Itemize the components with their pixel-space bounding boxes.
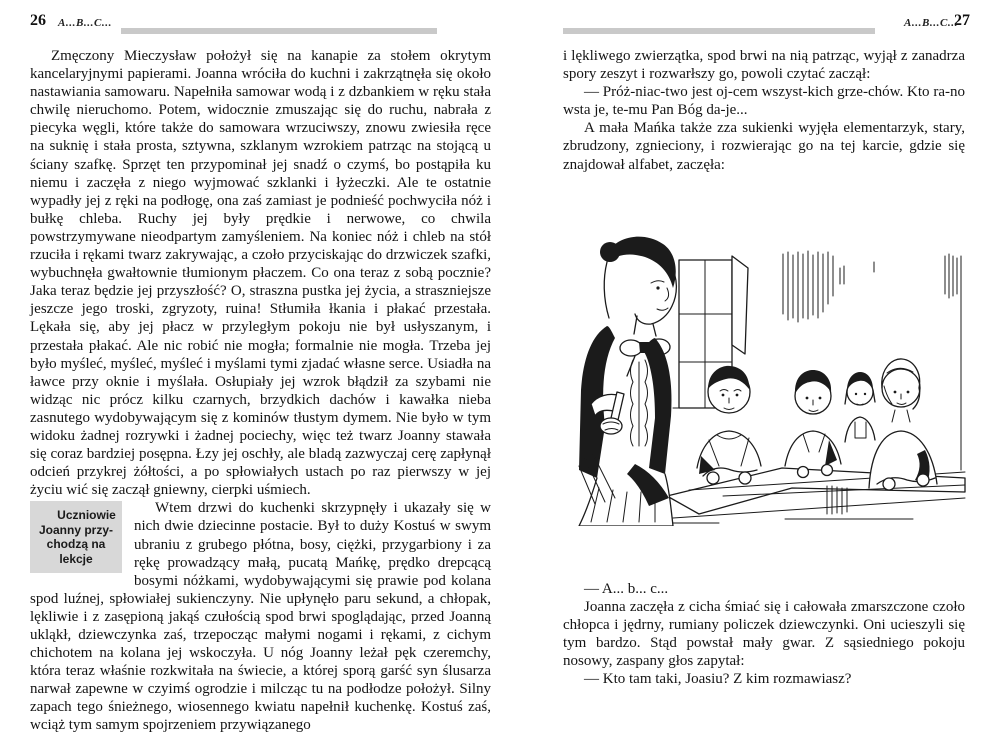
paragraph-children-arrive [30,499,491,734]
left-header-rule [121,28,437,34]
paragraph-joanna-laughs [563,598,965,670]
right-page-number: 27 [954,12,970,29]
dialogue-kostus-reading [563,83,965,119]
right-running-title: A...B...C... [904,17,958,29]
dialogue-question [563,670,965,688]
right-header-rule [563,28,875,34]
margin-note: Uczniowie Joanny przy- chodzą na lekcje [30,501,122,573]
dialogue-abc [563,580,965,598]
illustration-svg [577,226,969,526]
classroom-illustration [577,226,969,526]
right-page-bottom-text [563,580,965,689]
paragraph-text: Joanna zaczęła z cicha śmiać się i całowała zmarszczone czoło chłopca i jędrny, rumiany policzek dziewczynki. Oni ucieszyli się tym bardzo. Stąd powstał mały gwar. Z sąsiedniego pokoju nosowy, zaspany głos zapytał: [563,599,965,670]
paragraph-text: Zmęczony Mieczysław położył się na kanapie za stołem okrytym kancelaryjnymi papierami. Joanna wróciła do kuchni i zakrzątnęła się około nastawiania samowaru. Napełniła samowar wodą i z dzbankiem w ręku stała chwilę nieruchomo. Potem, widocznie zmuszając się do ruchu, nabrała z piecyka węgli, które także do samowara wrzuciwszy, znowu zwiesiła ręce na suknię i stała prosta, sztywna, szklanym wzrokiem patrząc na stojącą u ściany szafkę. Sprzęt ten przypominał jej snadź o czymś, bo postąpiła ku niemu i zaczęła z niego wyjmować szklanki i łyżeczki. Ale te ostatnie wypadły jej z ręki na podłogę, ona zaś zamiast je podnieść pochwyciła nóż i bułkę chleba. Ruchy jej były prędkie i nerwowe, co chwila powstrzymywane nieodpartym zamyśleniem. Na koniec nóż i chleb na stół rzuciła i rękami twarz zakrywając, a czoło przyciskając do drzwiczek szafki, wybuchnęła gwałtownie tłumionym płaczem. Co ona teraz z sobą pocznie? Jaka teraz będzie jej przyszłość? O, straszna pustka jej życia, a straszniejsze jeszcze jego troski, zgryzoty, ruina! Stłumiła łkania i płakać przestała. Lękała się, aby jej płacz w przyległym pokoju nie był usłyszanym, i przestała płakać. Ale nic robić nie mogła; formalnie nie mogła. Trzeba jej było myśleć, myśleć, myśleć i myślami tymi zjadać własne serce. Usiadła na ławce przy oknie i myślała. Osłupiały jej wzrok błądził za szybami nie widząc nic prócz kilku czarnych, brzydkich dachów i kawałka nieba zasnutego wydobywającym się z kominów tłustym dymem. Nie było w tym widoku żadnej rozrywki i żadnej pociechy, więc też twarz Joanny stawała się coraz bardziej posępna. Łzy jej oschły, ale bladą zazwyczaj cerę zapłynął odcień przykrej żółtości, a po spłowiałych ustach po raz pierwszy w jej życiu wić się zaczął gniewny, cierpki uśmiech. [30,48,491,499]
paragraph-text: — Próż-niac-two jest oj-cem wszyst-kich grze-chów. Kto ra-no wsta je, te-mu Pan Bóg da-je... [563,84,965,119]
left-page-text-column [30,47,491,735]
paragraph-text: i lękliwego zwierzątka, spod brwi na nią patrząc, wyjął z zanadrza spory zeszyt i rozwarłszy go, powoli czytać zaczął: [563,48,965,83]
paragraph-text: — Kto tam taki, Joasiu? Z kim rozmawiasz? [584,671,852,688]
paragraph-continuation [563,47,965,83]
paragraph-text: Wtem drzwi do kuchenki skrzypnęły i ukazały się w nich dwie dziecinne postacie. Był to duży Kostuś w swym ubraniu z grubego płótna, bosy, ciężki, przygarbiony i za rękę prowadzący małą, pucatą Mańkę, prędko drepcącą bosymi nóżkami, wydobywającymi się prawie pod kolana spod luźnej, spłowiałej sukienczyny. Nie upłynęło paru sekund, a chłopak, lękliwie i z zasępioną jakąś czułością spod brwi spoglądając, przed Joanną ukląkł, dziewczynka zaś, trzepocząc małymi nogami i rękami, z cichym chichotem na kolana jej wskoczyła. U nóg Joanny leżał pęk czeremchy, która teraz właśnie rozkwitała na świecie, a której sporą garść syn ślusarza narwał zapewne w czyimś ogrodzie i milcząc tu na podłodze położył. Silny zapach tego śnieżnego, wiosennego kwiatu napełnił kuchenkę. Kostuś zaś, wciąż tym samym spojrzeniem przywiązanego [30,500,491,734]
right-page-top-text [563,47,965,174]
left-running-title: A...B...C... [58,17,112,29]
paragraph-joanna-alone [30,47,491,499]
paragraph-manka [563,119,965,173]
left-page-number: 26 [30,12,46,29]
paragraph-text: — A... b... c... [584,581,669,597]
paragraph-text: A mała Mańka także zza sukienki wyjęła elementarzyk, stary, zbrudzony, zgnieciony, i rozwierając go na tej karcie, gdzie się znajdował alfabet, zaczęła: [563,120,965,173]
